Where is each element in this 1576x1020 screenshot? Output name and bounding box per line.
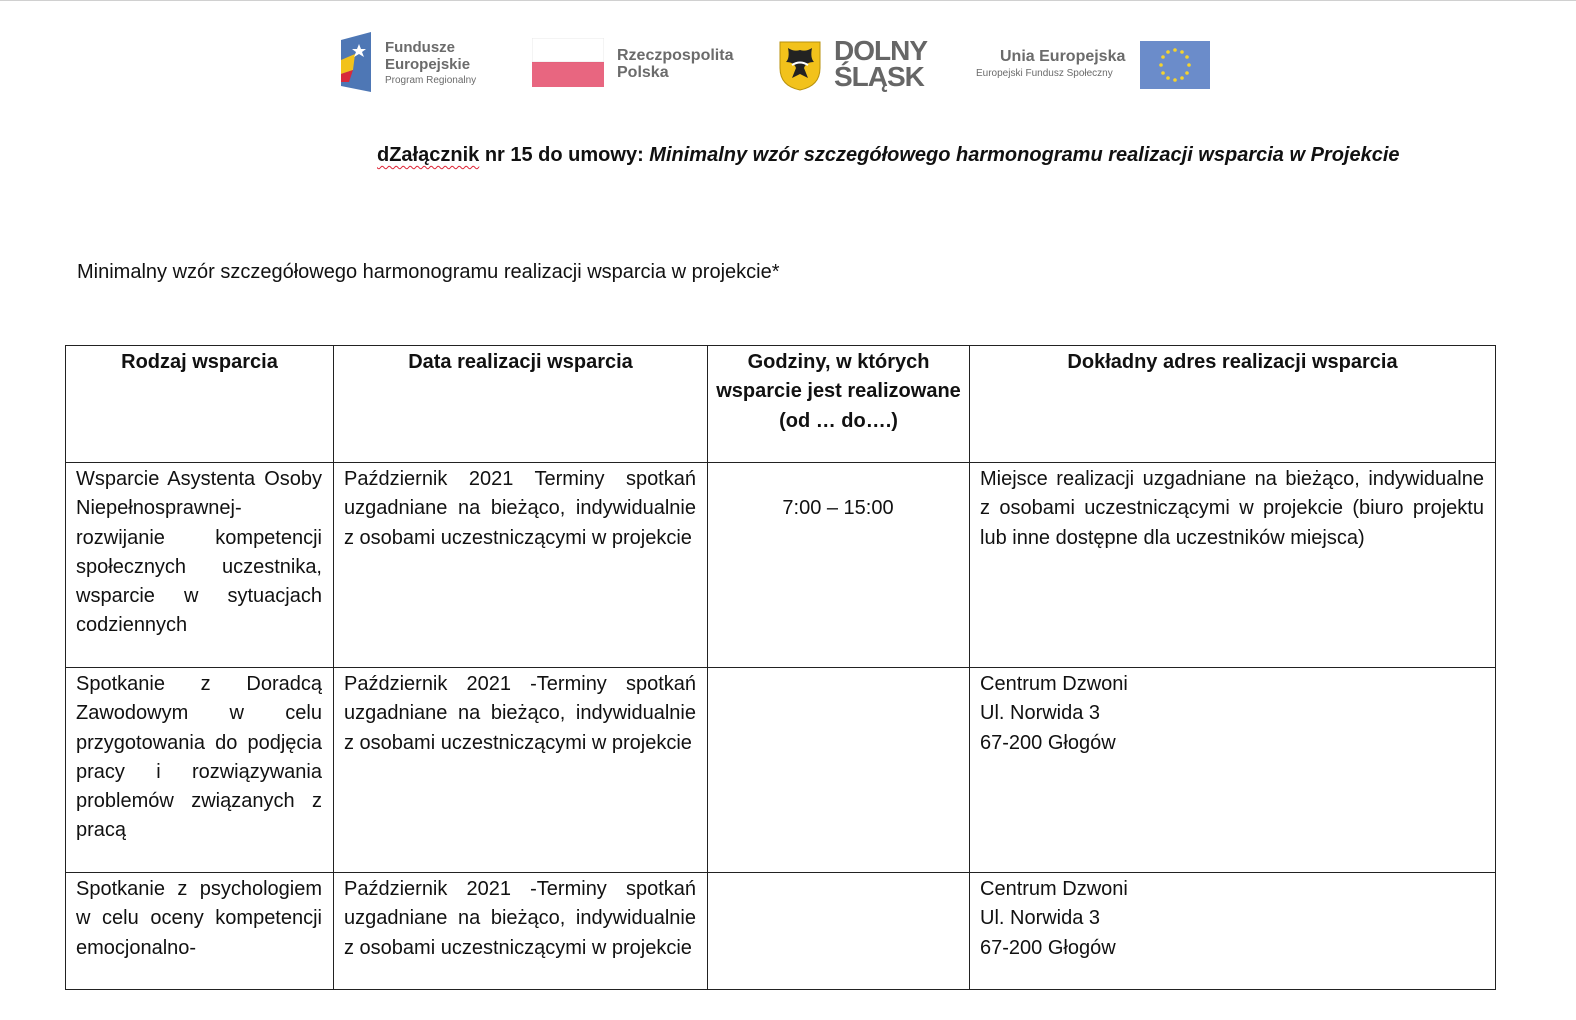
attachment-prefix-word: dZałącznik	[377, 144, 480, 166]
polish-flag-icon	[532, 38, 604, 88]
table-row	[66, 463, 1496, 668]
cell-support-date: Październik 2021 Terminy spotkań uzgadniane na bieżąco, indywidualnie z osobami uczestniczącymi w projekcie	[334, 463, 708, 668]
dolny-slask-logo	[778, 36, 938, 92]
hours-value: 7:00 – 15:00	[782, 497, 894, 519]
eagle-crest-icon	[778, 38, 822, 92]
cell-support-date: Październik 2021 -Terminy spotkań uzgadniane na bieżąco, indywidualnie z osobami uczestniczącymi w projekcie	[334, 668, 708, 873]
cell-support-address	[970, 873, 1496, 990]
header-support-type: Rodzaj wsparcia	[66, 346, 334, 463]
cell-support-type: Wsparcie Asystenta Osoby Niepełnosprawnej- rozwijanie kompetencji społecznych uczestnika, wsparcie w sytuacjach codziennych	[66, 463, 334, 668]
header-support-hours: Godziny, w których wsparcie jest realizowane (od … do….)	[708, 346, 970, 463]
cell-support-type: Spotkanie z psychologiem w celu oceny kompetencji emocjonalno-	[66, 873, 334, 990]
fundusze-line1: Fundusze	[385, 39, 455, 56]
address-line: 67-200 Głogów	[980, 731, 1116, 754]
cell-support-hours	[708, 463, 970, 668]
document-subtitle: Minimalny wzór szczegółowego harmonogramu realizacji wsparcia w projekcie*	[77, 261, 780, 283]
address-line: Centrum Dzwoni	[980, 878, 1128, 900]
fundusze-line3: Program Regionalny	[385, 75, 477, 86]
table-header-row	[66, 346, 1496, 463]
fundusze-emblem-icon	[337, 30, 377, 96]
address-line: 67-200 Głogów	[980, 936, 1116, 959]
attachment-label: nr 15 do umowy:	[479, 144, 650, 166]
table-row	[66, 873, 1496, 990]
schedule-table	[65, 345, 1496, 990]
eu-flag-icon	[1140, 41, 1210, 89]
cell-support-address: Miejsce realizacji uzgadniane na bieżąco, indywidualne z osobami uczestniczącymi w projekcie (biuro projektu lub inne dostępne dla uczestników miejsca)	[970, 463, 1496, 668]
ds-line1: DOLNY	[834, 35, 927, 66]
cell-support-hours	[708, 668, 970, 873]
attachment-heading	[377, 144, 1400, 167]
header-support-address: Dokładny adres realizacji wsparcia	[970, 346, 1496, 463]
attachment-title: Minimalny wzór szczegółowego harmonogramu realizacji wsparcia w Projekcie	[649, 144, 1400, 166]
top-border	[0, 0, 1576, 1]
table-row	[66, 668, 1496, 873]
cell-support-type: Spotkanie z Doradcą Zawodowym w celu przygotowania do podjęcia pracy i rozwiązywania problemów związanych z pracą	[66, 668, 334, 873]
header-support-date: Data realizacji wsparcia	[334, 346, 708, 463]
address-line: Centrum Dzwoni	[980, 673, 1128, 695]
address-line: Ul. Norwida 3	[980, 702, 1101, 725]
ds-line2: ŚLĄSK	[834, 61, 924, 92]
fundusze-line2: Europejskie	[385, 56, 471, 73]
cell-support-address	[970, 668, 1496, 873]
cell-support-hours	[708, 873, 970, 990]
fundusze-europejskie-logo	[337, 30, 497, 96]
rp-line2: Polska	[617, 64, 669, 81]
cell-support-date: Październik 2021 -Terminy spotkań uzgadniane na bieżąco, indywidualnie z osobami uczestniczącymi w projekcie	[334, 873, 708, 990]
rp-line1: Rzeczpospolita	[617, 47, 734, 64]
rzeczpospolita-polska-logo	[532, 38, 742, 90]
address-line: Ul. Norwida 3	[980, 907, 1101, 930]
ue-line2: Europejski Fundusz Społeczny	[976, 68, 1113, 79]
unia-europejska-logo	[974, 40, 1214, 92]
ue-line1: Unia Europejska	[1000, 48, 1126, 65]
hours-spacer	[718, 465, 958, 494]
